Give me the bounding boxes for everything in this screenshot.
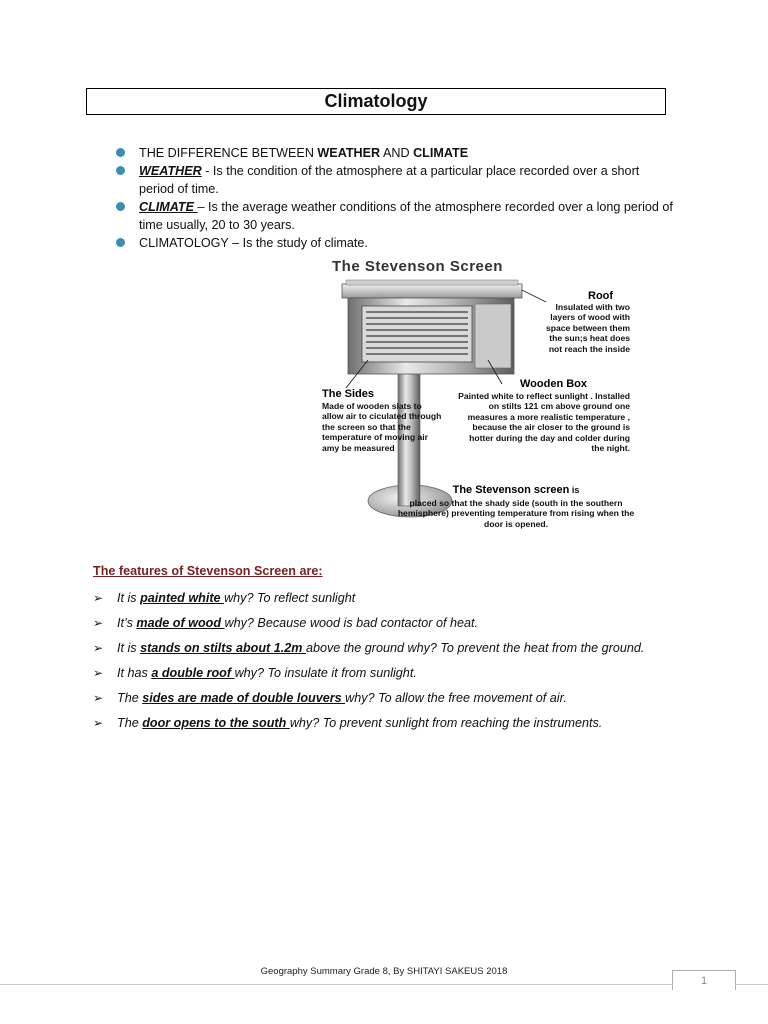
list-item-text: AND	[380, 146, 414, 160]
arrow-bullet-icon: ➢	[93, 641, 104, 655]
arrow-bullet-icon: ➢	[93, 591, 104, 605]
sides-description: Made of wooden slats to allow air to ciculated through the screen so that the temperature of moving air amy be measured	[322, 401, 442, 453]
feature-highlight: sides are made of double louvers	[142, 691, 346, 705]
list-item-text: THE DIFFERENCE BETWEEN	[139, 146, 318, 160]
stevenson-screen-heading: The Stevenson screen	[452, 484, 570, 496]
stevenson-screen-is: is	[569, 485, 580, 495]
figure-title: The Stevenson Screen	[332, 258, 503, 275]
feature-highlight: a double roof	[151, 666, 235, 680]
weather-definition-term: WEATHER	[139, 164, 202, 178]
feature-highlight: painted white	[140, 591, 225, 605]
arrow-bullet-icon: ➢	[93, 616, 104, 630]
features-heading: The features of Stevenson Screen are:	[93, 564, 323, 578]
feature-item	[93, 640, 675, 657]
sides-heading: The Sides	[322, 388, 374, 400]
arrow-bullet-icon: ➢	[93, 666, 104, 680]
stevenson-screen-figure	[320, 256, 638, 536]
feature-text: It has	[117, 666, 152, 680]
dot-bullet-icon	[116, 148, 125, 157]
feature-highlight: door opens to the south	[142, 716, 290, 730]
footer-divider	[0, 984, 768, 985]
features-list	[93, 590, 675, 740]
feature-highlight: stands on stilts about 1.2m	[140, 641, 306, 655]
feature-highlight: made of wood	[136, 616, 225, 630]
list-item	[112, 198, 676, 234]
feature-item	[93, 615, 675, 632]
feature-text: The	[117, 716, 143, 730]
climate-term: CLIMATE	[413, 146, 469, 160]
feature-item	[93, 690, 675, 707]
page-title: Climatology	[324, 91, 428, 111]
list-item	[112, 162, 676, 198]
definitions-list	[112, 144, 676, 252]
feature-text: It is	[117, 641, 141, 655]
feature-item	[93, 665, 675, 682]
weather-term: WEATHER	[317, 146, 381, 160]
feature-reason: why? To allow the free movement of air.	[345, 691, 567, 705]
feature-text: The	[117, 691, 143, 705]
arrow-bullet-icon: ➢	[93, 691, 104, 705]
climate-definition-term: CLIMATE	[139, 200, 198, 214]
feature-text: It’s	[117, 616, 137, 630]
list-item	[112, 144, 676, 162]
footer-text: Geography Summary Grade 8, By SHITAYI SAKEUS 2018	[260, 966, 508, 977]
dot-bullet-icon	[116, 238, 125, 247]
weather-definition-text: - Is the condition of the atmosphere at a particular place recorded over a short period of time.	[139, 164, 640, 196]
arrow-bullet-icon: ➢	[93, 716, 104, 730]
climate-definition-text: – Is the average weather conditions of the atmosphere recorded over a long period of time usually, 20 to 30 years.	[139, 200, 673, 232]
climatology-definition: CLIMATOLOGY – Is the study of climate.	[139, 236, 368, 250]
wooden-box-heading: Wooden Box	[520, 378, 588, 390]
feature-item	[93, 715, 675, 732]
feature-reason: why? To prevent sunlight from reaching the instruments.	[289, 716, 603, 730]
feature-reason: why? To insulate it from sunlight.	[234, 666, 417, 680]
list-item	[112, 234, 676, 252]
stevenson-screen-description: placed so that the shady side (south in the southern hemisphere) preventing temperature from rising when the door is opened.	[397, 498, 635, 529]
wooden-box-description: Painted white to reflect sunlight . Installed on stilts 121 cm above ground one measures a more realistic temperature , because the air closer to the ground is hotter during the day and colder during the night.	[458, 391, 630, 454]
dot-bullet-icon	[116, 202, 125, 211]
roof-heading: Roof	[588, 290, 614, 302]
feature-item	[93, 590, 675, 607]
dot-bullet-icon	[116, 166, 125, 175]
roof-panel	[342, 284, 522, 298]
feature-reason: why? To reflect sunlight	[224, 591, 356, 605]
feature-reason: why? Because wood is bad contactor of heat.	[224, 616, 478, 630]
feature-reason: above the ground why? To prevent the heat from the ground.	[305, 641, 645, 655]
roof-description: Insulated with two layers of wood with space between them the sun;s heat does not reach the inside	[545, 302, 630, 354]
title-box	[86, 88, 666, 115]
feature-text: It is	[117, 591, 141, 605]
stevenson-screen-caption	[396, 480, 636, 529]
page-number: 1	[672, 970, 736, 990]
